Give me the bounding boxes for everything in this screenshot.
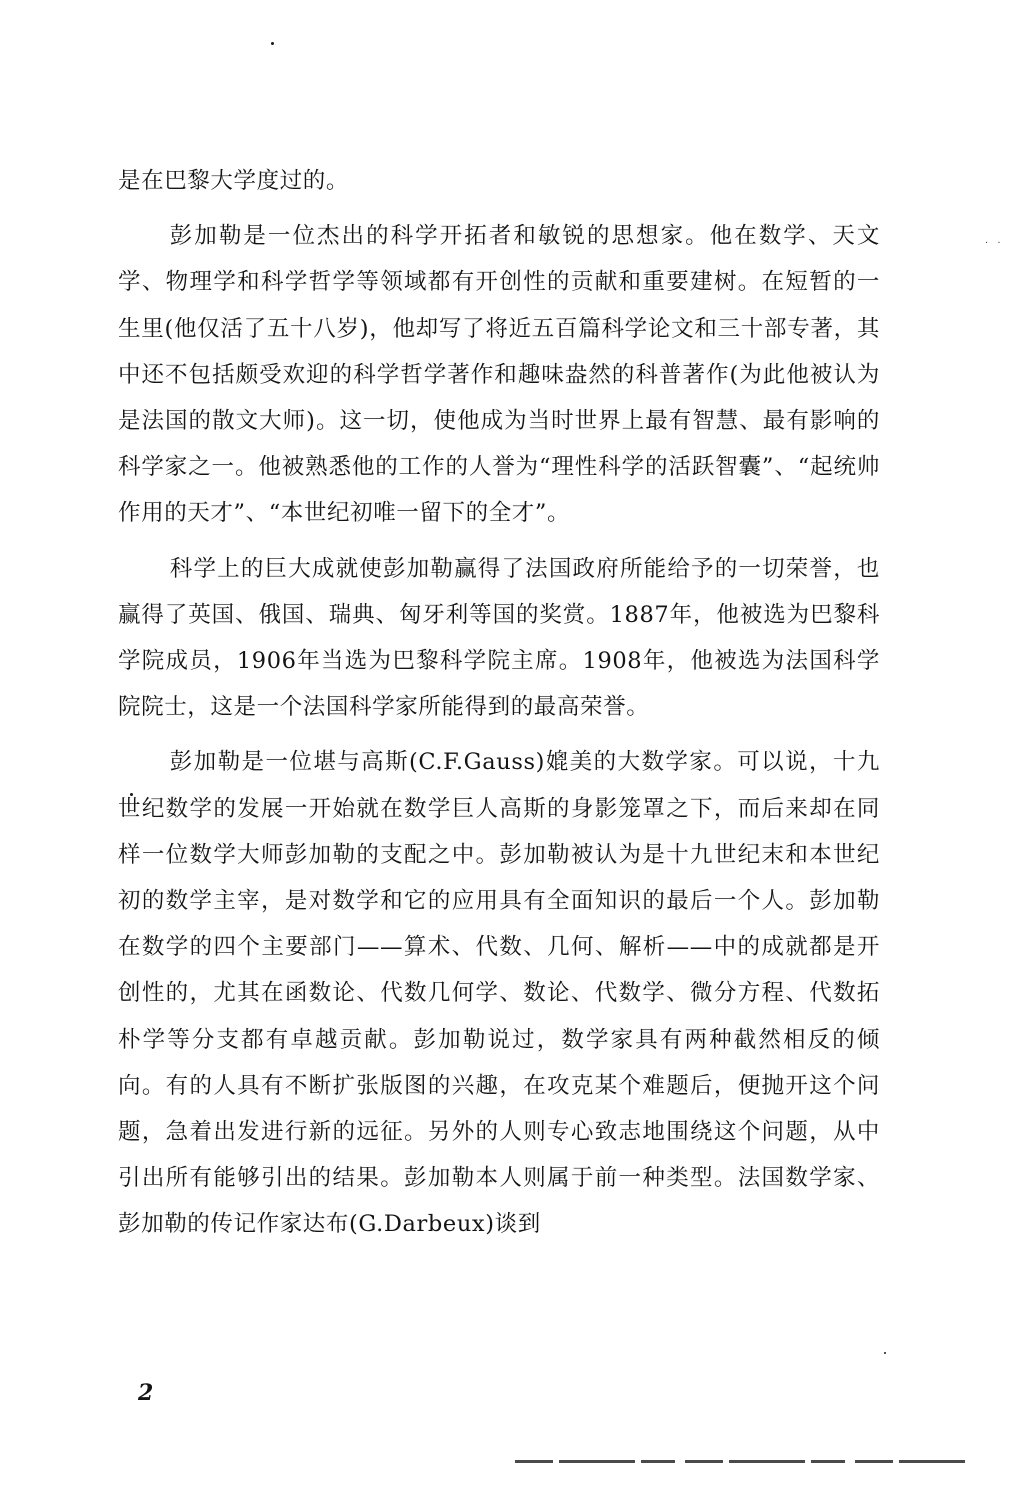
scan-speck: [271, 42, 274, 45]
paragraph-honors: 科学上的巨大成就使彭加勒赢得了法国政府所能给予的一切荣誉，也赢得了英国、俄国、瑞典、匈牙利等国的奖赏。1887年，他被选为巴黎科学院成员，1906年当选为巴黎科学院主席。1908年，他被选为法国科学院院士，这是一个法国科学家所能得到的最高荣誉。: [118, 555, 880, 721]
paragraph-mathematics: 彭加勒是一位堪与高斯(C.F.Gauss)媲美的大数学家。可以说，十九世纪数学的发展一开始就在数学巨人高斯的身影笼罩之下，而后来却在同样一位数学大师彭加勒的支配之中。彭加勒被认为是十九世纪末和本世纪初的数学主宰，是对数学和它的应用具有全面知识的最后一个人。彭加勒在数学的四个主要部门——算术、代数、几何、解析——中的成就都是开创性的，尤其在函数论、代数几何学、数论、代数学、微分方程、代数拓朴学等分支都有卓越贡献。彭加勒说过，数学家具有两种截然相反的倾向。有的人具有不断扩张版图的兴趣，在攻克某个难题后，便抛开这个问题，急着出发进行新的远征。另外的人则专心致志地围绕这个问题，从中引出所有能够引出的结果。彭加勒本人则属于前一种类型。法国数学家、彭加勒的传记作家达布(G.Darbeux)谈到: [118, 749, 880, 1238]
body-text: [118, 158, 880, 1257]
paragraph-achievements: 彭加勒是一位杰出的科学开拓者和敏锐的思想家。他在数学、天文学、物理学和科学哲学等领域都有开创性的贡献和重要建树。在短暂的一生里(他仅活了五十八岁)，他却写了将近五百篇科学论文和三十部专著，其中还不包括颇受欢迎的科学哲学著作和趣味盎然的科普著作(为此他被认为是法国的散文大师)。这一切，使他成为当时世界上最有智慧、最有影响的科学家之一。他被熟悉他的工作的人誉为“理性科学的活跃智囊”、“起统帅作用的天才”、“本世纪初唯一留下的全才”。: [118, 223, 880, 527]
scan-speck: [130, 793, 133, 796]
page-number: 2: [138, 1380, 154, 1406]
scan-artifact-line: [515, 1460, 965, 1463]
paragraph-continuation: 是在巴黎大学度过的。: [118, 168, 350, 194]
scan-edge-marks: · ·: [985, 238, 1004, 249]
scan-speck: [884, 1352, 886, 1354]
